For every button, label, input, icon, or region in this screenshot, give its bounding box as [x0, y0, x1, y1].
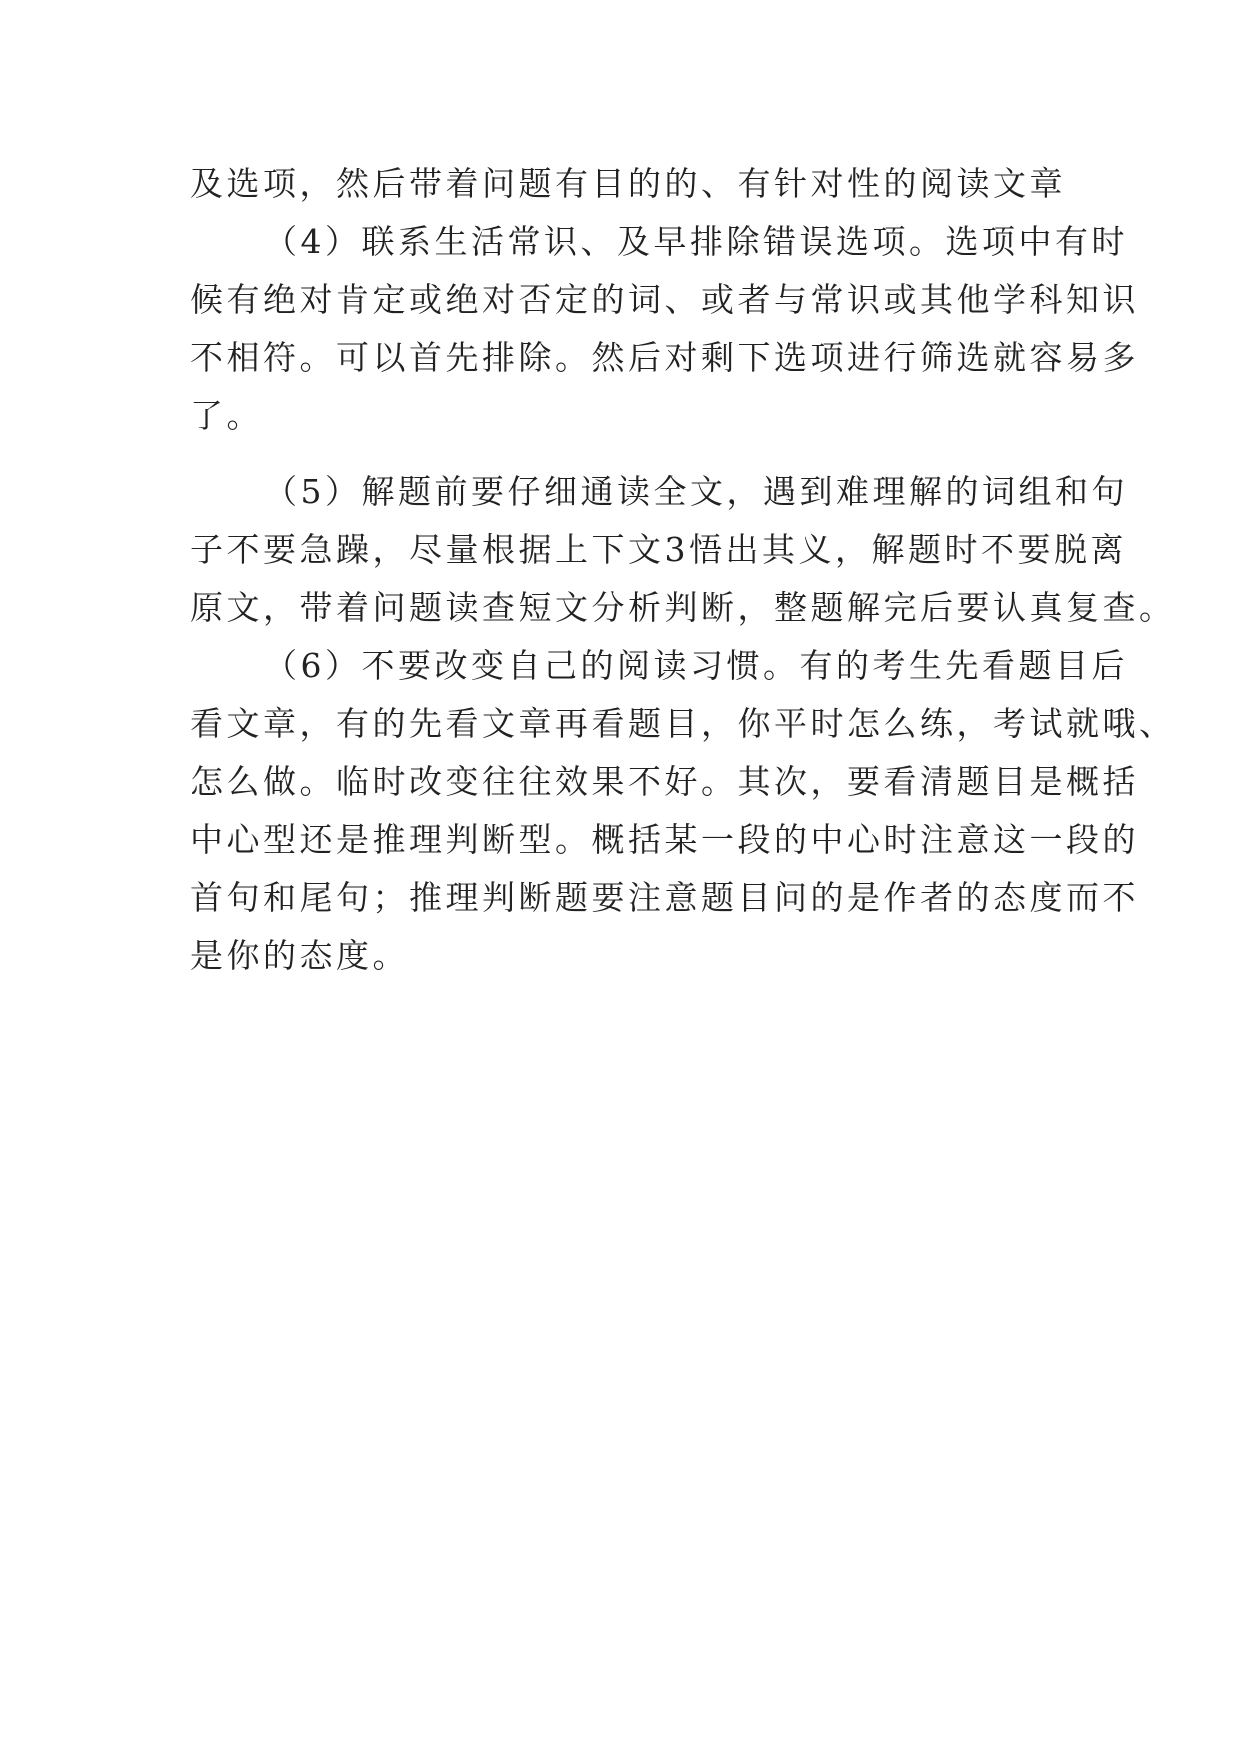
text-line: 首句和尾句；推理判断题要注意题目问的是作者的态度而不 — [190, 878, 1139, 917]
text-line: （4）联系生活常识、及早排除错误选项。选项中有时 — [264, 222, 1128, 261]
text-line: 了。 — [190, 396, 263, 435]
text-line: 候有绝对肯定或绝对否定的词、或者与常识或其他学科知识 — [190, 280, 1139, 319]
text-line: （6）不要改变自己的阅读习惯。有的考生先看题目后 — [264, 646, 1128, 685]
text-line: 是你的态度。 — [190, 936, 409, 975]
paragraph-5 — [190, 463, 1176, 637]
paragraph-6 — [190, 637, 1176, 985]
text-line: 不相符。可以首先排除。然后对剩下选项进行筛选就容易多 — [190, 338, 1139, 377]
text-line: 中心型还是推理判断型。概括某一段的中心时注意这一段的 — [190, 820, 1139, 859]
text-line: 及选项，然后带着问题有目的的、有针对性的阅读文章 — [190, 164, 1066, 203]
text-line: 怎么做。临时改变往往效果不好。其次，要看清题目是概括 — [190, 762, 1139, 801]
paragraph-gap — [190, 445, 1050, 463]
text-line: （5）解题前要仔细通读全文，遇到难理解的词组和句 — [264, 472, 1128, 511]
text-line: 原文，带着问题读查短文分析判断，整题解完后要认真复查。 — [190, 588, 1176, 627]
text-line: 子不要急躁，尽量根据上下文3悟出其义，解题时不要脱离 — [190, 530, 1127, 569]
text-line: 看文章，有的先看文章再看题目，你平时怎么练，考试就哦、 — [190, 704, 1176, 743]
document-body — [190, 155, 1176, 985]
paragraph-4 — [190, 213, 1139, 445]
paragraph-3-tail — [190, 155, 1066, 213]
